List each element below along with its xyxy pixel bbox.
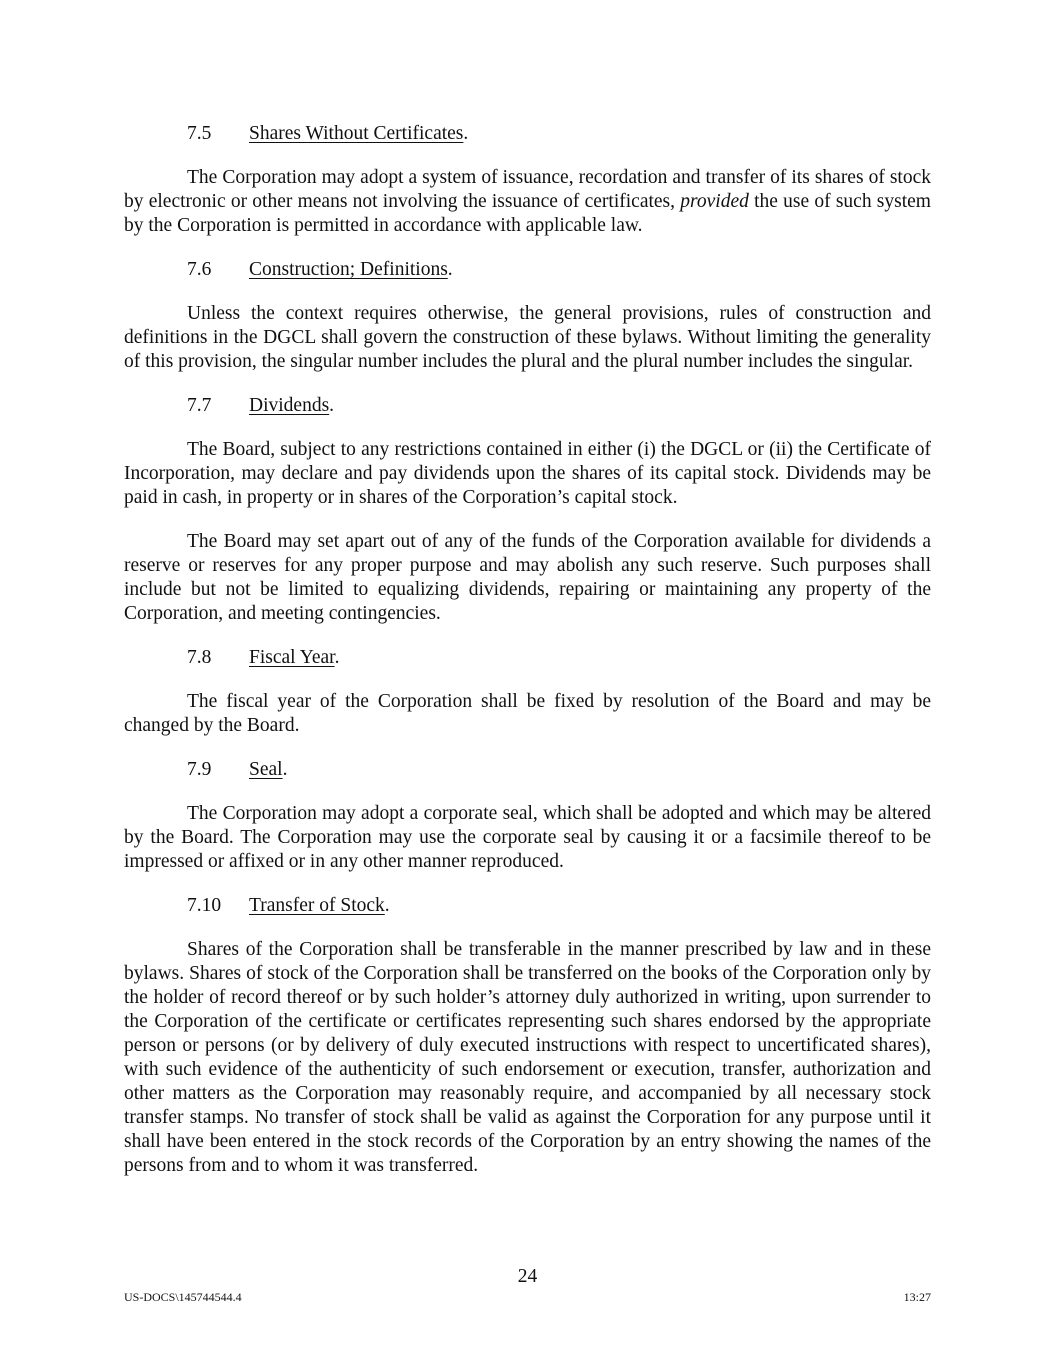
paragraph-text: The Corporation may adopt a system of issuance, recordation and transfer of its shares of stock by electronic or other means not involving the issuance of certificates, [124,167,931,212]
document-id: US-DOCS\145744544.4 [124,1290,242,1304]
section-paragraph: The Board may set apart out of any of the funds of the Corporation available for dividends a reserve or reserves for any proper purpose and may abolish any such reserve. Such purposes shall include but not be limited to equalizing dividends, repairing or maintaining any property of the Corporation, and meeting contingencies. [124,531,931,624]
section-title: Seal [249,759,283,780]
document-body [124,122,931,1198]
section-number: 7.9 [187,759,212,780]
paragraph-text: the use of such system by the Corporation is permitted in accordance with applicable law. [124,191,931,236]
section-paragraph: The Board, subject to any restrictions contained in either (i) the DGCL or (ii) the Certificate of Incorporation, may declare and pay dividends upon the shares of its capital stock. Dividends may be paid in cash, in property or in shares of the Corporation’s capital stock. [124,439,931,508]
section-heading-7-9: 7.9 Seal. [187,759,288,780]
section-title: Transfer of Stock [249,895,385,916]
section-heading-7-7: 7.7 Dividends. [187,395,335,416]
emphasis-text: provided [680,191,749,212]
section-paragraph [124,166,931,238]
section-paragraph: Unless the context requires otherwise, the general provisions, rules of construction and definitions in the DGCL shall govern the construction of these bylaws. Without limiting the generality of this provision, the singular number includes the plural and the plural number includes the singular. [124,303,931,372]
section-title: Shares Without Certificates [249,123,464,144]
section-title: Construction; Definitions [249,259,448,280]
section-number: 7.8 [187,647,212,668]
section-paragraph: Shares of the Corporation shall be transferable in the manner prescribed by law and in these bylaws. Shares of stock of the Corporation shall be transferred on the books of the Corporation only by the holder of record thereof or by such holder’s attorney duly authorized in writing, upon surrender to the Corporation of the certificate or certificates representing such shares endorsed by the appropriate person or persons (or by delivery of duly executed instructions with respect to uncertificated shares), with such evidence of the authenticity of such endorsement or execution, transfer, authorization and other matters as the Corporation may reasonably require, and accompanied by all necessary stock transfer stamps. No transfer of stock shall be valid as against the Corporation for any purpose until it shall have been entered in the stock records of the Corporation by an entry showing the names of the persons from and to whom it was transferred. [124,939,931,1176]
section-heading-7-8: 7.8 Fiscal Year. [187,647,340,668]
page-number: 24 [517,1266,538,1287]
footer-time: 13:27 [903,1290,931,1304]
section-number: 7.10 [187,895,222,916]
section-heading-7-10: 7.10 Transfer of Stock. [187,895,390,916]
section-title: Fiscal Year [249,647,335,668]
section-paragraph: The Corporation may adopt a corporate seal, which shall be adopted and which may be altered by the Board. The Corporation may use the corporate seal by causing it or a facsimile thereof to be impressed or affixed or in any other manner reproduced. [124,803,931,872]
section-number: 7.7 [187,395,212,416]
section-heading-7-6: 7.6 Construction; Definitions. [187,259,453,280]
section-heading-7-5: 7.5 Shares Without Certificates. [187,123,469,144]
section-number: 7.5 [187,123,212,144]
section-paragraph: The fiscal year of the Corporation shall be fixed by resolution of the Board and may be changed by the Board. [124,691,931,736]
section-title: Dividends [249,395,330,416]
section-number: 7.6 [187,259,212,280]
